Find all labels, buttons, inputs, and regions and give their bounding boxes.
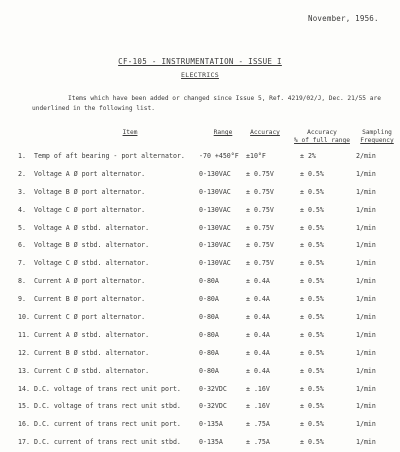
row-accuracy: ± .75A — [246, 420, 270, 429]
row-number: 1. — [18, 152, 26, 160]
row-accuracy: ± .75A — [246, 438, 270, 447]
document-subtitle: ELECTRICS — [181, 71, 219, 79]
row-sampling-frequency: 1/min — [356, 187, 376, 196]
row-accuracy-full-range: ± 0.5% — [300, 384, 324, 393]
document-date: November, 1956. — [308, 14, 379, 23]
row-item: Voltage C Ø stbd. alternator. — [34, 259, 150, 268]
row-number: 15. — [18, 402, 30, 411]
row-number: 6. — [18, 241, 26, 250]
row-accuracy-full-range: ± 0.5% — [300, 169, 324, 178]
row-sampling-frequency: 1/min — [356, 384, 376, 393]
header-sampling-frequency: Sampling Frequency — [360, 129, 394, 144]
instrument-table — [0, 148, 400, 452]
header-accuracy-full-range: Accuracy % of full range — [294, 129, 350, 144]
row-accuracy-full-range: ± 0.5% — [300, 366, 324, 375]
row-sampling-frequency: 1/min — [356, 420, 376, 429]
table-row — [0, 220, 400, 238]
row-item: Voltage C Ø port alternator. — [34, 205, 146, 214]
row-range: 0-135A — [199, 420, 223, 429]
row-accuracy: ± 0.4A — [246, 330, 270, 339]
document-title: CF-105 - INSTRUMENTATION - ISSUE I — [118, 57, 282, 66]
row-accuracy: ± 0.75V — [246, 259, 274, 268]
row-sampling-frequency: 1/min — [356, 241, 376, 250]
row-number: 13. — [18, 366, 30, 375]
row-sampling-frequency: 1/min — [356, 366, 376, 375]
row-item: Voltage A Ø stbd. alternator. — [34, 223, 150, 232]
row-number: 3. — [18, 187, 26, 196]
row-range: 0-80A — [199, 330, 219, 339]
row-item: Voltage B Ø stbd. alternator. — [34, 241, 150, 250]
row-range: 0-80A — [199, 348, 219, 357]
row-number: 9. — [18, 295, 26, 304]
row-number: 17. — [18, 438, 30, 447]
row-accuracy-full-range: ± 0.5% — [300, 205, 324, 214]
row-range: -70 +450°F — [199, 152, 239, 160]
row-range: 0-130VAC — [199, 169, 231, 178]
table-row — [0, 398, 400, 416]
row-accuracy-full-range: ± 0.5% — [300, 402, 324, 411]
row-accuracy: ± 0.75V — [246, 223, 274, 232]
table-row — [0, 291, 400, 309]
table-row — [0, 363, 400, 381]
row-accuracy: ± 0.4A — [246, 295, 270, 304]
row-number: 16. — [18, 420, 30, 429]
row-accuracy-full-range: ± 0.5% — [300, 295, 324, 304]
row-accuracy-full-range: ± 2% — [300, 152, 316, 160]
row-number: 7. — [18, 259, 26, 268]
table-row — [0, 273, 400, 291]
row-item: Voltage B Ø port alternator. — [34, 187, 146, 196]
row-accuracy-full-range: ± 0.5% — [300, 223, 324, 232]
row-number: 11. — [18, 330, 30, 339]
row-sampling-frequency: 1/min — [356, 205, 376, 214]
row-item: Voltage A Ø port alternator. — [34, 169, 146, 178]
row-accuracy: ± 0.4A — [246, 366, 270, 375]
header-accuracy: Accuracy — [250, 129, 280, 136]
row-sampling-frequency: 1/min — [356, 313, 376, 322]
row-accuracy-full-range: ± 0.5% — [300, 259, 324, 268]
row-number: 14. — [18, 384, 30, 393]
row-sampling-frequency: 1/min — [356, 438, 376, 447]
row-accuracy: ± 0.75V — [246, 169, 274, 178]
row-accuracy: ± 0.75V — [246, 241, 274, 250]
row-range: 0-130VAC — [199, 205, 231, 214]
row-accuracy-full-range: ± 0.5% — [300, 438, 324, 447]
row-accuracy-full-range: ± 0.5% — [300, 420, 324, 429]
row-sampling-frequency: 1/min — [356, 295, 376, 304]
row-range: 0-130VAC — [199, 259, 231, 268]
header-item: Item — [122, 129, 138, 136]
row-number: 5. — [18, 223, 26, 232]
row-item: Current C Ø port alternator. — [34, 313, 146, 322]
row-accuracy: ±10°F — [246, 152, 266, 160]
row-accuracy-full-range: ± 0.5% — [300, 313, 324, 322]
row-item: D.C. voltage of trans rect unit stbd. — [34, 402, 181, 411]
row-accuracy: ± 0.75V — [246, 187, 274, 196]
row-item: Current A Ø stbd. alternator. — [34, 330, 150, 339]
row-sampling-frequency: 1/min — [356, 402, 376, 411]
row-range: 0-32VDC — [199, 384, 227, 393]
table-row — [0, 345, 400, 363]
row-sampling-frequency: 1/min — [356, 348, 376, 357]
row-range: 0-135A — [199, 438, 223, 447]
table-row — [0, 381, 400, 399]
row-item: Current B Ø stbd. alternator. — [34, 348, 150, 357]
row-accuracy: ± 0.4A — [246, 313, 270, 322]
row-sampling-frequency: 2/min — [356, 152, 376, 160]
row-range: 0-80A — [199, 295, 219, 304]
row-sampling-frequency: 1/min — [356, 277, 376, 286]
table-row — [0, 166, 400, 184]
table-row — [0, 255, 400, 273]
row-accuracy-full-range: ± 0.5% — [300, 277, 324, 286]
row-accuracy: ± 0.75V — [246, 205, 274, 214]
row-range: 0-80A — [199, 277, 219, 286]
table-row — [0, 148, 400, 166]
row-number: 4. — [18, 205, 26, 214]
row-range: 0-80A — [199, 313, 219, 322]
row-number: 10. — [18, 313, 30, 322]
intro-paragraph: Items which have been added or changed since Issue 5, Ref. 4219/02/J, Dec. 21/55 are underlined in the following list. — [32, 95, 381, 112]
row-range: 0-80A — [199, 366, 219, 375]
row-range: 0-130VAC — [199, 187, 231, 196]
row-sampling-frequency: 1/min — [356, 259, 376, 268]
row-accuracy: ± 0.4A — [246, 277, 270, 286]
row-sampling-frequency: 1/min — [356, 223, 376, 232]
row-sampling-frequency: 1/min — [356, 330, 376, 339]
row-item: Current B Ø port alternator. — [34, 295, 146, 304]
row-number: 8. — [18, 277, 26, 286]
row-item: Current A Ø port alternator. — [34, 277, 146, 286]
table-row — [0, 237, 400, 255]
row-item: D.C. voltage of trans rect unit port. — [34, 384, 181, 393]
row-range: 0-32VDC — [199, 402, 227, 411]
row-number: 2. — [18, 169, 26, 178]
row-number: 12. — [18, 348, 30, 357]
header-range: Range — [213, 129, 233, 136]
table-row — [0, 327, 400, 345]
row-range: 0-130VAC — [199, 241, 231, 250]
row-item: Current C Ø stbd. alternator. — [34, 366, 150, 375]
row-accuracy-full-range: ± 0.5% — [300, 330, 324, 339]
table-row — [0, 309, 400, 327]
table-row — [0, 416, 400, 434]
row-sampling-frequency: 1/min — [356, 169, 376, 178]
row-accuracy-full-range: ± 0.5% — [300, 187, 324, 196]
row-accuracy-full-range: ± 0.5% — [300, 348, 324, 357]
row-accuracy-full-range: ± 0.5% — [300, 241, 324, 250]
row-item: D.C. current of trans rect unit port. — [34, 420, 181, 429]
table-row — [0, 434, 400, 452]
row-item: D.C. current of trans rect unit stbd. — [34, 438, 181, 447]
table-row — [0, 184, 400, 202]
row-item: Temp of aft bearing - port alternator. — [34, 152, 185, 160]
table-row — [0, 202, 400, 220]
row-accuracy: ± .16V — [246, 402, 270, 411]
row-accuracy: ± 0.4A — [246, 348, 270, 357]
row-accuracy: ± .16V — [246, 384, 270, 393]
row-range: 0-130VAC — [199, 223, 231, 232]
